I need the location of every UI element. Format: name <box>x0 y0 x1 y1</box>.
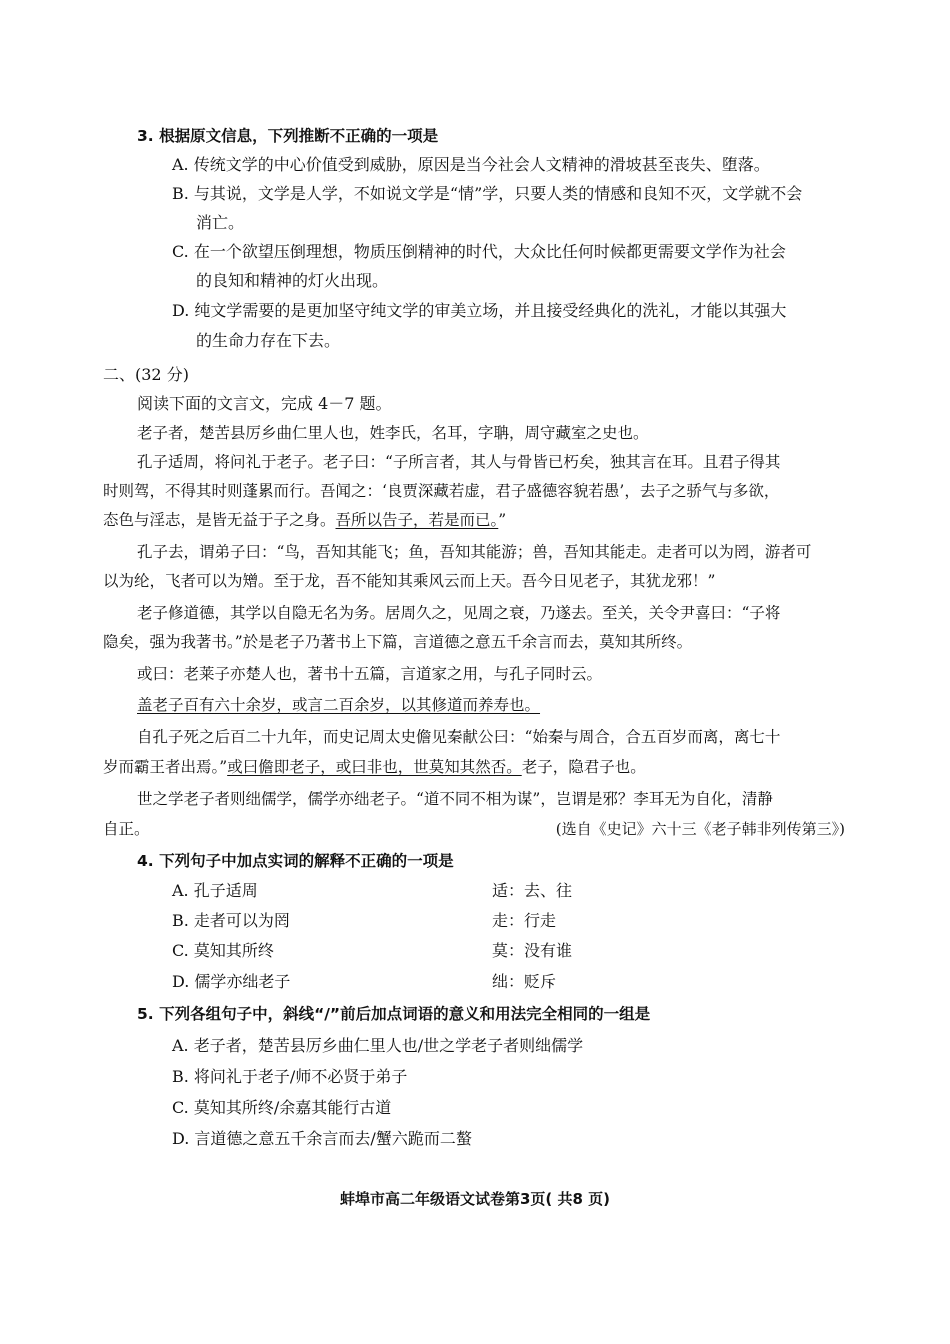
passage-p5: 或曰：老莱子亦楚人也，著书十五篇，言道家之用，与孔子同时云。 <box>137 665 603 683</box>
q3-option-b-line1: B. 与其说，文学是人学，不如说文学是“情”学，只要人类的情感和良知不灭，文学就不会 <box>172 184 803 203</box>
passage-p2-line3-c: ” <box>498 511 507 529</box>
passage-p2-line2: 时则驾，不得其时则蓬累而行。吾闻之：‘良贾深藏若虚，君子盛德容貌若愚’，去子之骄气与多欲， <box>103 482 780 500</box>
passage-p1: 老子者，楚苦县厉乡曲仁里人也，姓李氏，名耳，字聃，周守藏室之史也。 <box>137 424 649 442</box>
passage-p7-line2-a: 岁而霸王者出焉。” <box>103 758 228 776</box>
q3-option-a: A. 传统文学的中心价值受到威胁，原因是当今社会人文精神的滑坡甚至丧失、堕落。 <box>172 155 770 174</box>
passage-source: (选自《史记》六十三《老子韩非列传第三》) <box>555 820 845 838</box>
q3-stem: 3. 根据原文信息，下列推断不正确的一项是 <box>137 127 439 145</box>
q5-option-b: B. 将问礼于老子/师不必贤于弟子 <box>172 1067 408 1086</box>
q4-option-d-gloss: 绌：贬斥 <box>492 972 557 991</box>
q4-option-a-gloss: 适：去、往 <box>492 881 573 900</box>
passage-p8-line1: 世之学老子者则绌儒学，儒学亦绌老子。“道不同不相为谋”，岂谓是邪？李耳无为自化，清静 <box>137 790 773 808</box>
q4-option-b: B. 走者可以为罔 <box>172 911 290 930</box>
q4-option-c: C. 莫知其所终 <box>172 941 274 960</box>
q5-option-d: D. 言道德之意五千余言而去/蟹六跪而二螯 <box>172 1129 472 1148</box>
passage-p8-line2: 自正。 <box>103 820 150 838</box>
q3-option-c-line1: C. 在一个欲望压倒理想，物质压倒精神的时代，大众比任何时候都更需要文学作为社会 <box>172 242 786 261</box>
passage-p3-line2: 以为纶，飞者可以为矰。至于龙，吾不能知其乘风云而上天。吾今日见老子，其犹龙邪！” <box>103 572 716 590</box>
passage-p7-underlined: 或曰儋即老子，或曰非也，世莫知其然否。 <box>227 758 522 776</box>
q3-option-d-line2: 的生命力存在下去。 <box>196 331 341 350</box>
q3-option-d-line1: D. 纯文学需要的是更加坚守纯文学的审美立场，并且接受经典化的洗礼，才能以其强大 <box>172 301 787 320</box>
passage-p2-line3 <box>103 509 506 531</box>
q3-option-c-line2: 的良知和精神的灯火出现。 <box>196 271 389 290</box>
section-intro: 阅读下面的文言文，完成 4－7 题。 <box>137 394 392 413</box>
q5-option-a: A. 老子者，楚苦县厉乡曲仁里人也/世之学老子者则绌儒学 <box>172 1036 584 1055</box>
passage-p7-line2 <box>103 756 646 778</box>
q4-option-d: D. 儒学亦绌老子 <box>172 972 291 991</box>
passage-p2-underlined: 吾所以告子，若是而已。 <box>335 511 499 529</box>
passage-p7-line1: 自孔子死之后百二十九年，而史记周太史儋见秦献公曰：“始秦与周合，合五百岁而离，离七十 <box>137 728 781 746</box>
q5-option-c: C. 莫知其所终/余嘉其能行古道 <box>172 1098 392 1117</box>
passage-p6-underlined: 盖老子百有六十余岁，或言二百余岁，以其修道而养寿也。 <box>137 696 541 714</box>
passage-p3-line1: 孔子去，谓弟子曰：“鸟，吾知其能飞；鱼，吾知其能游；兽，吾知其能走。走者可以为罔，游者可 <box>137 543 812 561</box>
passage-p7-line2-c: 老子，隐君子也。 <box>521 758 646 776</box>
page-footer: 蚌埠市高二年级语文试卷第3页( 共8 页) <box>339 1190 611 1208</box>
q4-option-b-gloss: 走：行走 <box>492 911 557 930</box>
q3-option-b-line2: 消亡。 <box>196 213 245 232</box>
passage-p2-line1: 孔子适周，将问礼于老子。老子曰：“子所言者，其人与骨皆已朽矣，独其言在耳。且君子得其 <box>137 453 781 471</box>
passage-p2-line3-a: 态色与淫志，是皆无益于子之身。 <box>103 511 336 529</box>
passage-p4-line2: 隐矣，强为我著书。”於是老子乃著书上下篇，言道德之意五千余言而去，莫知其所终。 <box>103 633 693 651</box>
q5-stem: 5. 下列各组句子中，斜线“/”前后加点词语的意义和用法完全相同的一组是 <box>137 1005 651 1023</box>
passage-p4-line1: 老子修道德，其学以自隐无名为务。居周久之，见周之衰，乃遂去。至关，关令尹喜曰：“子将 <box>137 604 781 622</box>
q4-option-c-gloss: 莫：没有谁 <box>492 941 573 960</box>
q4-option-a: A. 孔子适周 <box>172 881 258 900</box>
q4-stem: 4. 下列句子中加点实词的解释不正确的一项是 <box>137 852 454 870</box>
section-heading: 二、(32 分) <box>103 365 189 384</box>
